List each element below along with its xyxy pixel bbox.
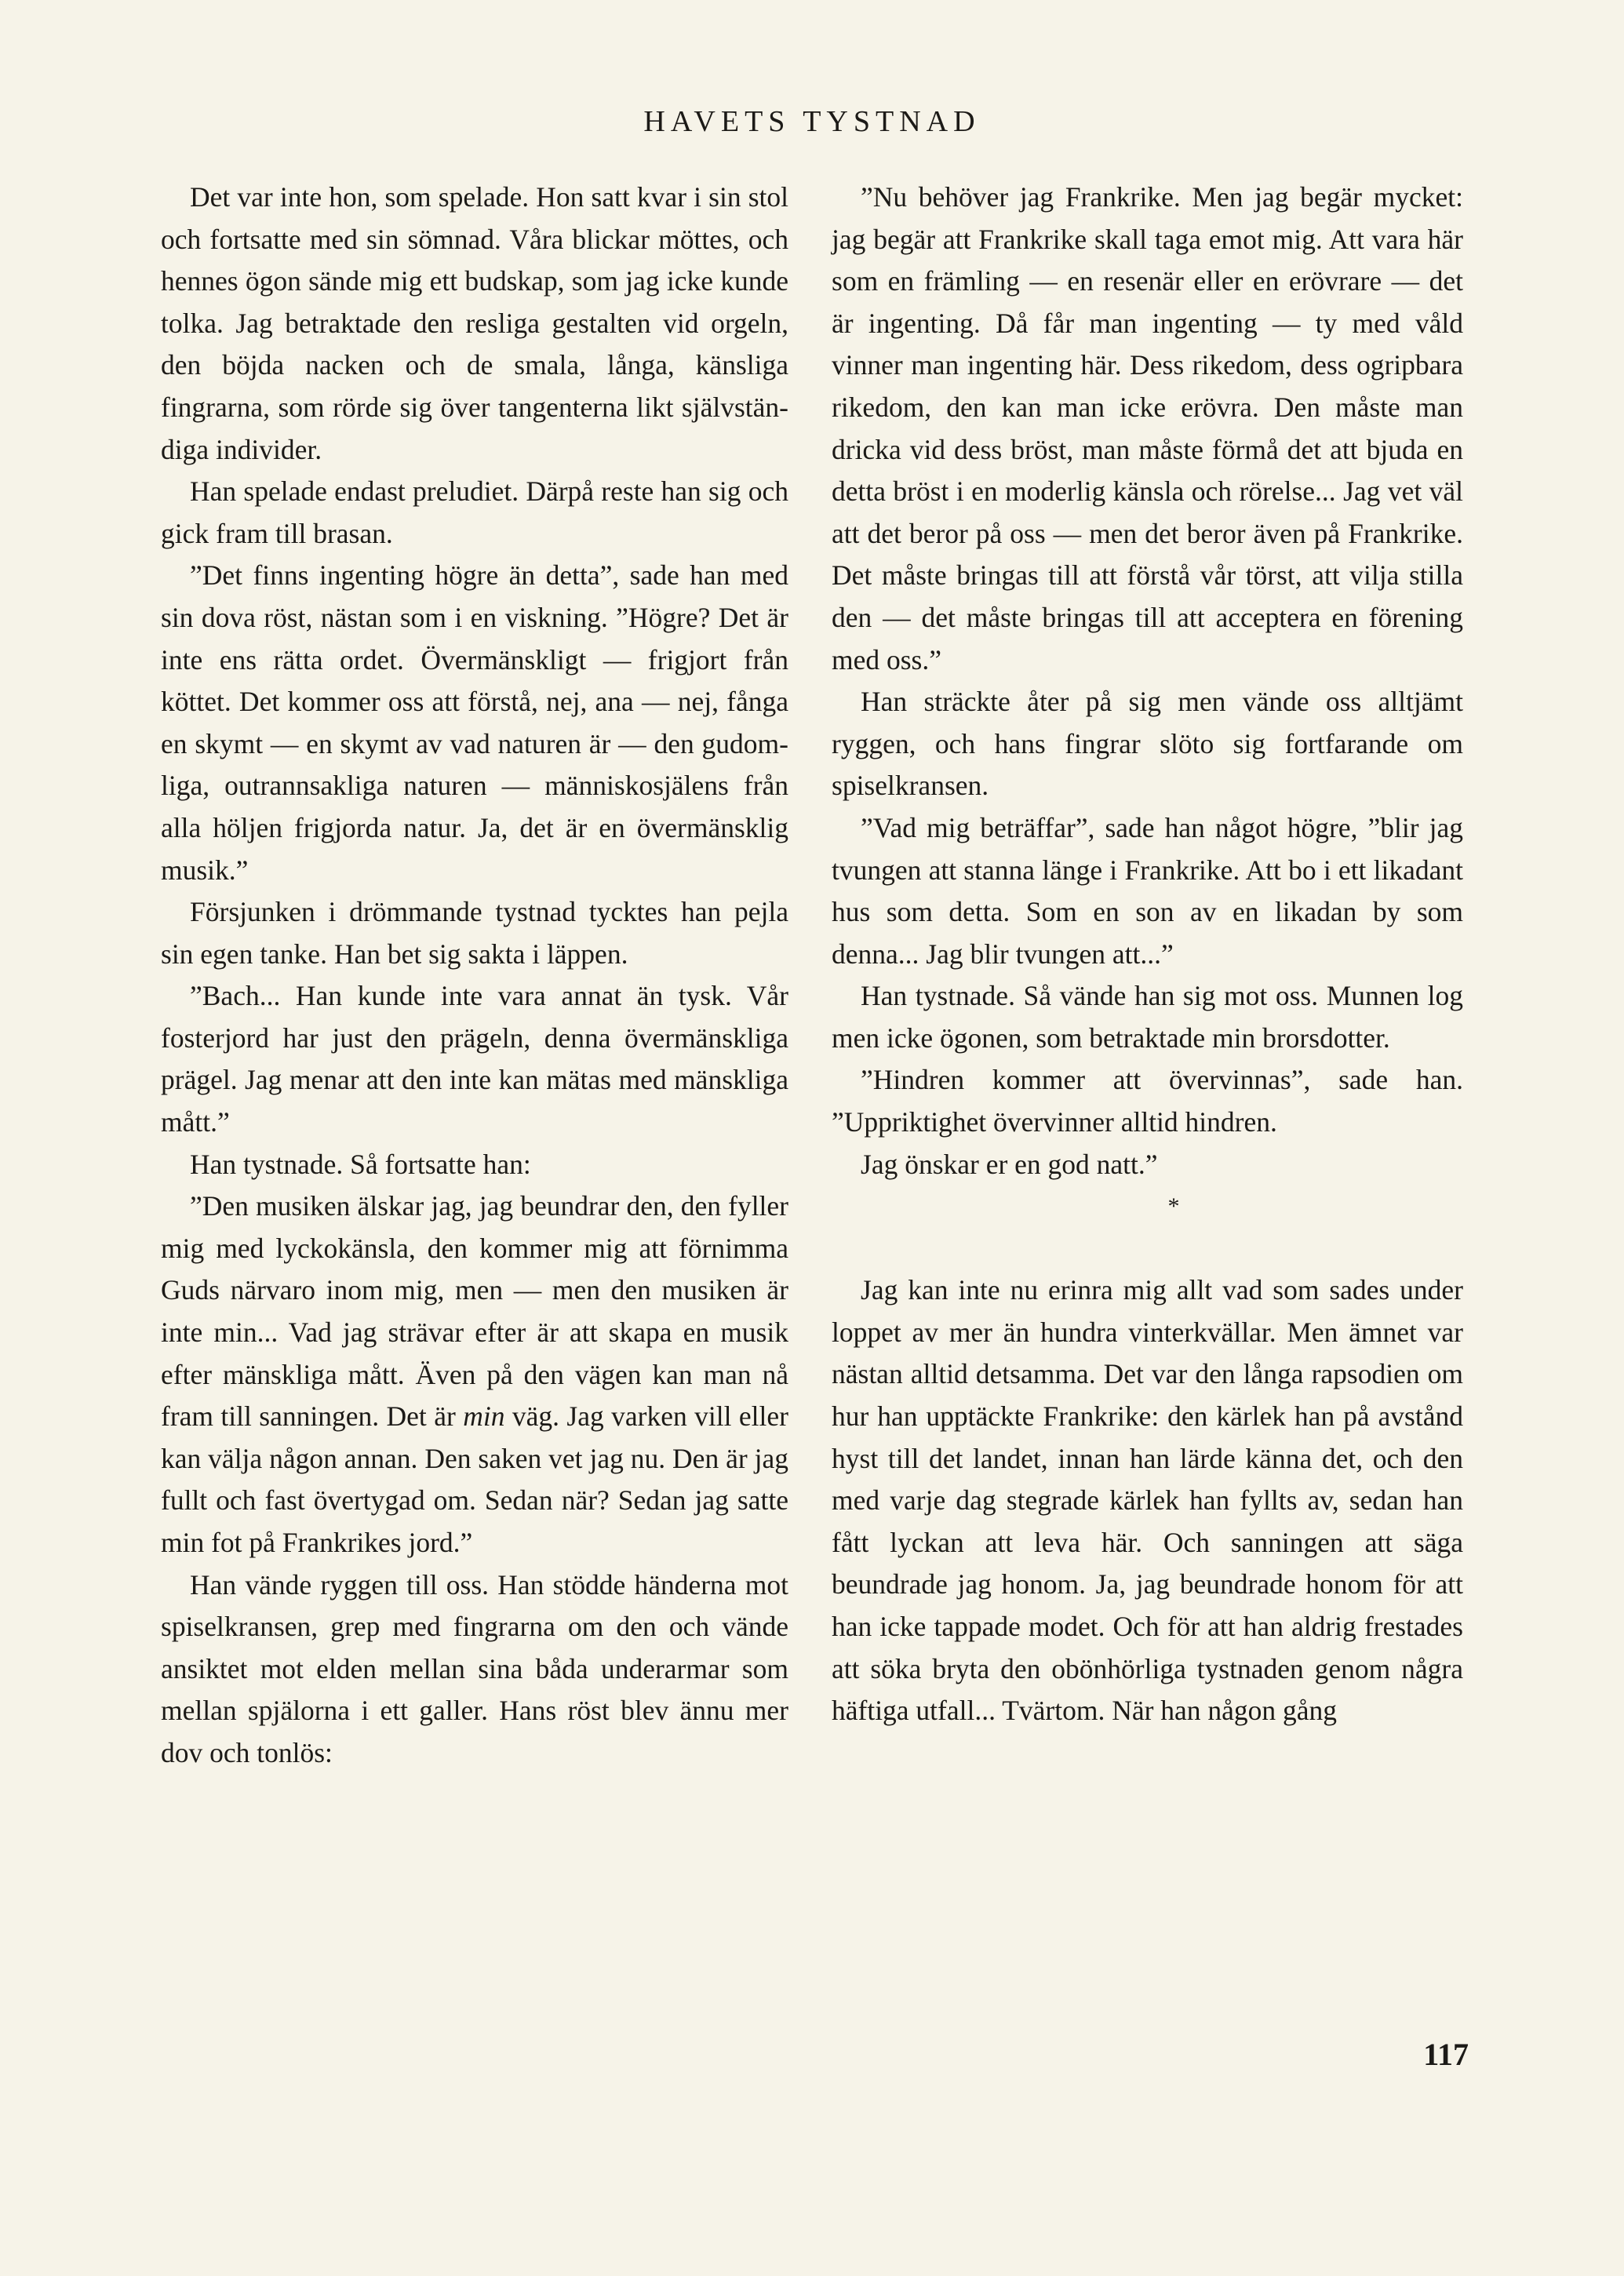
paragraph: Han tystnade. Så fortsatte han:	[190, 1148, 531, 1180]
paragraph: Jag önskar er en god natt.”	[861, 1148, 1158, 1180]
paragraph: ”Nu behöver jag Frankrike. Men jag begär mycket: jag begär att Frankrike skall taga emot mig. Att vara här som en främling — en resenär eller en erövrare — det är ingenting. Då får man ingenting — ty med våld vinner man ingenting här. Dess rikedom, dess ogripbara rikedom, den kan man icke erövra. Den måste man dricka vid dess bröst, man måste förmå det att bjuda en detta bröst i en moderlig känsla och rörelse... Jag vet väl att det beror på oss — men det beror även på Frankrike. Det måste bringas till att förstå vår törst, att vilja stilla den — det måste bringas till att acceptera en förening med oss.”	[832, 181, 1463, 676]
paragraph: ”Det finns ingenting högre än detta”, sade han med sin dova röst, nästan som i en viskning. ”Högre? Det är inte ens rätta ordet. Övermänskligt — frigjort från köttet. Det kommer oss att förstå, nej, ana — nej, fånga en skymt — en skymt av vad naturen är — den gudomliga, outrannsakliga naturen — människosjälens från alla höljen frigjorda natur. Ja, det är en övermänsklig musik.”	[161, 559, 788, 886]
paragraph: Han tystnade. Så vände han sig mot oss. Munnen log men icke ögonen, som betraktade min brorsdotter.	[832, 980, 1463, 1054]
right-column	[832, 177, 1463, 1732]
paragraph: ”Bach... Han kunde inte vara annat än tysk. Vår fosterjord har just den prägeln, denna övermänskliga prägel. Jag menar att den inte kan mätas med mänskliga mått.”	[161, 980, 788, 1138]
paragraph: Försjunken i drömmande tystnad tycktes han pejla sin egen tanke. Han bet sig sakta i läppen.	[161, 896, 788, 970]
section-separator: *	[1167, 1193, 1180, 1220]
paragraph: Det var inte hon, som spelade. Hon satt kvar i sin stol och fortsatte med sin sömnad. Våra blickar möttes, och hennes ögon sände mig ett budskap, som jag icke kunde tolka. Jag betraktade den resliga gestalten vid orgeln, den böjda nacken och de smala, långa, känsliga fingrarna, som rörde sig över tangenterna likt självständiga individer.	[161, 181, 788, 465]
paragraph: Han sträckte åter på sig men vände oss alltjämt ryggen, och hans fingrar slöto sig fortfarande om spiselkransen.	[832, 686, 1463, 802]
running-head: HAVETS TYSTNAD	[643, 105, 981, 138]
text-run: ”Den musiken älskar jag, jag beundrar den, den fyller mig med lyckokänsla, den kommer mig att förnimma Guds närvaro inom mig, men — men den musiken är inte min... Vad jag strävar efter är att skapa en musik efter mänskliga mått. Även på den vägen kan man nå fram till sanningen. Det är	[161, 1190, 788, 1433]
left-column	[161, 177, 788, 1775]
emphasized-word: min	[463, 1400, 505, 1433]
page-number: 117	[1423, 2037, 1469, 2072]
text-run: väg. Jag varken vill eller kan välja någon annan. Den saken vet jag nu. Den är jag fullt och fast övertygad om. Sedan när? Sedan jag satte min fot på Frankrikes jord.”	[161, 1400, 788, 1558]
paragraph: ”Vad mig beträffar”, sade han något högre, ”blir jag tvungen att stanna länge i Frankrike. Att bo i ett likadant hus som detta. Som en son av en likadan by som denna... Jag blir tvungen att...”	[832, 811, 1463, 970]
paragraph: Han vände ryggen till oss. Han stödde händerna mot spiselkransen, grep med fingrarna om den och vände ansiktet mot elden mellan sina båda underarmar som mellan spjälorna i ett galler. Hans röst blev ännu mer dov och tonlös:	[161, 1568, 788, 1768]
paragraph: ”Hindren kommer att övervinnas”, sade han. ”Uppriktighet övervinner alltid hindren.	[832, 1064, 1463, 1138]
paragraph: Han spelade endast preludiet. Därpå reste han sig och gick fram till brasan.	[161, 475, 788, 549]
paragraph: Jag kan inte nu erinra mig allt vad som sades under loppet av mer än hundra vinterkvällar. Men ämnet var nästan alltid detsamma. Det var den långa rapsodien om hur han upptäckte Frankrike: den kärlek han på avstånd hyst till det landet, innan han lärde känna det, och den med varje dag stegrade kärlek han fyllts av, sedan han fått lyckan att leva här. Och sanningen att säga beundrade jag honom. Ja, jag beundrade honom för att han icke tappade modet. Och för att han aldrig frestades att söka bryta den obönhörliga tystnaden genom några häftiga utfall... Tvärtom. När han någon gång	[832, 1274, 1463, 1727]
paragraph	[161, 1185, 788, 1564]
